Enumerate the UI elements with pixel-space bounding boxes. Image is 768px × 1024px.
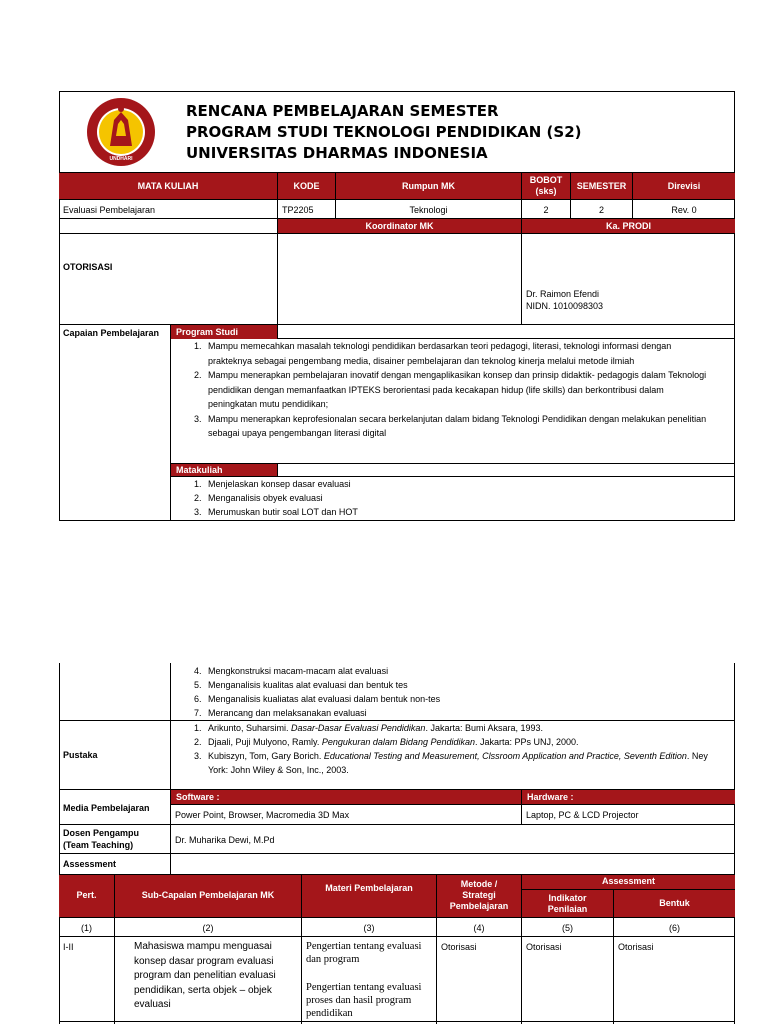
plan-row-bottom <box>59 1021 735 1022</box>
doc-title-line2: PROGRAM STUDI TEKNOLOGI PENDIDIKAN (S2) <box>186 123 582 141</box>
doc-title-line1: RENCANA PEMBELAJARAN SEMESTER <box>186 102 499 120</box>
list-item: 2. Djaali, Puji Mulyono, Ramly. Pengukuran dalam Bidang Pendidikan. Jakarta: PPs UNJ, 2000. <box>204 735 715 749</box>
row1-bentuk: Otorisasi <box>618 942 654 952</box>
course-revision: Rev. 0 <box>632 200 735 219</box>
header-indikator: Indikator Penilaian <box>521 890 613 917</box>
col-number-4: (4) <box>436 917 521 937</box>
dosen-label-line1: Dosen Pengampu <box>63 828 140 838</box>
pustaka-list <box>170 721 715 777</box>
media-label: Media Pembelajaran <box>63 803 150 813</box>
authorization-divider-2 <box>521 233 522 325</box>
header-bobot: BOBOT (sks) <box>521 172 570 200</box>
col-number-3: (3) <box>301 917 436 937</box>
list-item: 7. Merancang dan melaksanakan evaluasi <box>204 706 715 720</box>
list-item: 3. Merumuskan butir soal LOT dan HOT <box>204 505 715 519</box>
plan-row-divider-5 <box>613 937 614 1024</box>
row1-indikator: Otorisasi <box>526 942 562 952</box>
matakuliah-header: Matakuliah <box>171 463 277 477</box>
koordinator-mk-header: Koordinator MK <box>277 219 521 233</box>
materi-header-lower <box>301 874 302 917</box>
list-item: 2. Menganalisis obyek evaluasi <box>204 491 715 505</box>
col-number-5: (5) <box>521 917 613 937</box>
header-pert: Pert. <box>76 890 97 900</box>
col-number-1: (1) <box>81 923 92 933</box>
header-assessment: Assessment <box>521 874 735 890</box>
otorisasi-label: OTORISASI <box>63 262 113 272</box>
plan-row-divider-3 <box>436 937 437 1024</box>
kaprodi-name: Dr. Raimon Efendi <box>526 289 600 299</box>
assessment-label: Assessment <box>63 859 117 869</box>
authorization-divider-1 <box>277 233 278 325</box>
col-number-2: (2) <box>114 917 301 937</box>
program-studi-header: Program Studi <box>171 325 277 339</box>
header-direvisi: Direvisi <box>632 172 735 200</box>
kaprodi-header: Ka. PRODI <box>521 219 735 233</box>
course-semester: 2 <box>570 200 632 219</box>
header-materi: Materi Pembelajaran <box>301 874 436 902</box>
pustaka-label: Pustaka <box>63 750 98 760</box>
hardware-header: Hardware : <box>521 790 735 804</box>
course-bobot: 2 <box>521 200 570 219</box>
assessment-row-top <box>59 853 735 854</box>
list-item: 2. Mampu menerapkan pembelajaran inovatif dengan mengaplikasikan konsep dan prinsip didaktik- pedagogis dalam Teknologi pendidikan dengan memanfaatkan IPTEKS berorientasi pada kecakapan hidup (life skills) dan berkontribusi dalam peningkatan mutu pendidikan; <box>204 368 715 412</box>
list-item: 5. Menganalisis kualitas alat evaluasi dan bentuk tes <box>204 678 715 692</box>
course-code: TP2205 <box>277 200 335 219</box>
dosen-label-line2: (Team Teaching) <box>63 840 134 850</box>
header-sub-capaian: Sub-Capaian Pembelajaran MK <box>114 874 301 917</box>
row1-materi-1: Pengertian tentang evaluasi dan program <box>306 941 422 965</box>
dosen-divider <box>170 824 171 854</box>
row1-materi-2: Pengertian tentang evaluasi proses dan hasil program pendidikan <box>306 982 422 1019</box>
kaprodi-nidn: NIDN. 1010098303 <box>526 301 604 311</box>
list-item: 3. Mampu menerapkan keprofesionalan secara berkelanjutan dalam bidang Teknologi Pendidikan dengan melakukan penelitian sebagai upaya pengembangan literasi digital <box>204 412 715 441</box>
software-value: Power Point, Browser, Macromedia 3D Max <box>175 810 350 820</box>
matakuliah-header-line <box>171 463 735 477</box>
list-item: 1. Mampu memecahkan masalah teknologi pendidikan berdasarkan teori pedagogi, literasi, teknologi informasi dengan prakteknya sebagai pengembang media, disainer pembelajaran dan teknolog kinerja melalui metode ilmiah <box>204 339 715 368</box>
header-mata-kuliah: MATA KULIAH <box>137 180 199 191</box>
matakuliah-header-divider <box>277 463 278 477</box>
dosen-row-top <box>59 824 735 825</box>
list-item: 6. Menganalisis kualiatas alat evaluasi dalam bentuk non-tes <box>204 692 715 706</box>
list-item: 1. Arikunto, Suharsimi. Dasar-Dasar Evaluasi Pendidikan. Jakarta: Bumi Aksara, 1993. <box>204 721 715 735</box>
plan-row-divider-2 <box>301 937 302 1024</box>
header-rumpun-mk: Rumpun MK <box>335 172 521 200</box>
authorization-row <box>59 233 735 325</box>
matakuliah-list-page2 <box>170 664 715 720</box>
header-kode: KODE <box>277 172 335 200</box>
doc-title-line3: UNIVERSITAS DHARMAS INDONESIA <box>186 144 488 162</box>
course-name: Evaluasi Pembelajaran <box>63 205 156 215</box>
row1-metode: Otorisasi <box>441 942 477 952</box>
header-metode: Metode / Strategi Pembelajaran <box>436 874 521 917</box>
plan-row-divider-4 <box>521 937 522 1024</box>
col-number-6: (6) <box>613 917 735 937</box>
software-header: Software : <box>170 790 521 804</box>
header-semester: SEMESTER <box>570 172 632 200</box>
media-values-divider <box>521 804 522 824</box>
logo-text: UNDHARI <box>109 156 133 162</box>
dosen-value: Dr. Muharika Dewi, M.Pd <box>175 835 275 845</box>
course-rumpun: Teknologi <box>335 200 521 219</box>
row1-pert: I-II <box>63 942 74 952</box>
plan-row-divider-1 <box>114 937 115 1024</box>
matakuliah-list-page1 <box>170 477 715 519</box>
row1-sub-capaian: Mahasiswa mampu menguasai konsep dasar program evaluasi program dan penelitian evaluasi pendidikan, serta objek – objek evaluasi <box>134 941 276 1010</box>
list-item: 3. Kubiszyn, Tom, Gary Borich. Educational Testing and Measurement, Clssroom Application and Practice, Seventh Edition. Ney York: John Wiley & Son, Inc., 2003. <box>204 749 715 777</box>
list-item: 1. Menjelaskan konsep dasar evaluasi <box>204 477 715 491</box>
program-studi-list <box>170 339 715 441</box>
capaian-label: Capaian Pembelajaran <box>63 328 160 338</box>
list-item: 4. Mengkonstruksi macam-macam alat evaluasi <box>204 664 715 678</box>
hardware-value: Laptop, PC & LCD Projector <box>526 810 639 820</box>
header-bentuk: Bentuk <box>613 890 735 917</box>
assessment-divider <box>170 853 171 874</box>
program-studi-header-line <box>277 325 735 339</box>
